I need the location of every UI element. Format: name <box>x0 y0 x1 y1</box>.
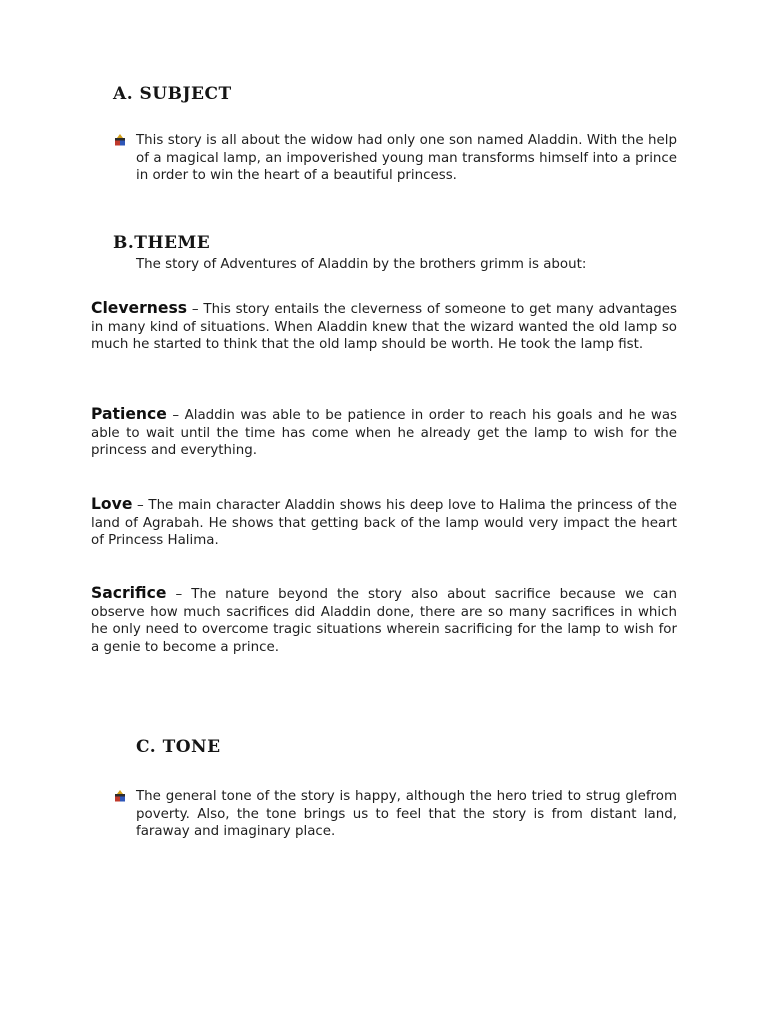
theme-description: – The nature beyond the story also about sacrifice because we can observe how much sacrifices did Aladdin done, there are so many sacrifices in which he only need to overcome tragic situations wherein sacrificing for the lamp to wish for a genie to become a prince. <box>91 587 677 655</box>
theme-description: – The main character Aladdin shows his deep love to Halima the princess of the land of Agrabah. He shows that getting back of the lamp would very impact the heart of Princess Halima. <box>91 498 677 549</box>
subject-heading: A. SUBJECT <box>113 84 232 104</box>
theme-description: – Aladdin was able to be patience in order to reach his goals and he was able to wait until the time has come when he already get the lamp to wish for the princess and everything. <box>91 408 677 459</box>
theme-item-love <box>91 496 677 550</box>
tone-text: The general tone of the story is happy, although the hero tried to strug glefrom poverty. Also, the tone brings us to feel that the story is from distant land, faraway and imaginary place. <box>136 789 677 840</box>
subject-text: This story is all about the widow had only one son named Aladdin. With the help of a magical lamp, an impoverished young man transforms himself into a prince in order to win the heart of a beautiful princess. <box>136 133 677 184</box>
theme-heading: B.THEME <box>113 233 211 253</box>
theme-term: Love <box>91 495 133 513</box>
tone-heading: C. TONE <box>136 737 221 757</box>
theme-term: Sacrifice <box>91 584 167 602</box>
theme-term: Patience <box>91 405 167 423</box>
theme-item-cleverness <box>91 300 677 354</box>
theme-item-sacrifice <box>91 585 677 656</box>
theme-term: Cleverness <box>91 299 188 317</box>
theme-intro: The story of Adventures of Aladdin by the brothers grimm is about: <box>136 257 587 272</box>
colored-bullet-icon <box>113 133 127 147</box>
colored-bullet-icon <box>113 789 127 803</box>
theme-description: – This story entails the cleverness of someone to get many advantages in many kind of situations. When Aladdin knew that the wizard wanted the old lamp so much he started to think that the old lamp should be worth. He took the lamp fist. <box>91 302 677 353</box>
theme-item-patience <box>91 406 677 460</box>
